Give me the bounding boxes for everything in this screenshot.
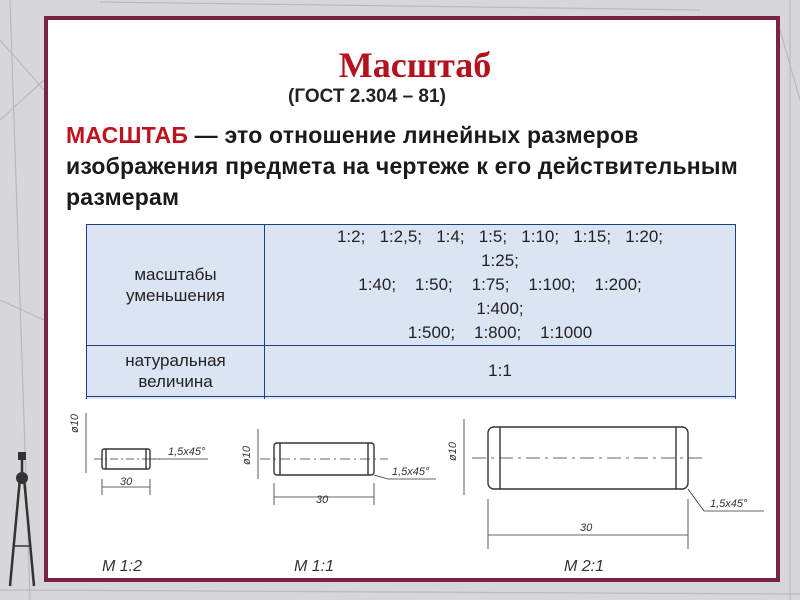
scale-caption: М 2:1 bbox=[564, 558, 605, 575]
scale-line: 1:400; bbox=[476, 299, 524, 318]
length-label: 30 bbox=[120, 476, 133, 488]
scale-line: 1:500; 1:800; 1:1000 bbox=[407, 323, 593, 342]
definition-text bbox=[66, 120, 746, 213]
dia-label: ø10 bbox=[69, 414, 81, 433]
chamfer-label: 1,5х45° bbox=[710, 498, 748, 510]
table-row bbox=[87, 346, 736, 397]
definition-body: — это отношение линейных размеров изображения предмета на чертеже к его действительным размерам bbox=[66, 122, 738, 210]
page-title: Масштаб bbox=[338, 45, 492, 85]
drawings-panel bbox=[64, 399, 776, 577]
dia-label: ø10 bbox=[447, 442, 459, 461]
scale-line: 1:25; bbox=[481, 251, 519, 270]
scales-table bbox=[86, 224, 736, 414]
scale-drawings bbox=[64, 399, 776, 577]
compass-icon bbox=[4, 450, 40, 590]
natural-scale-cell: 1:1 bbox=[265, 346, 736, 397]
dia-label: ø10 bbox=[241, 446, 253, 465]
row-label-reduction: масштабы уменьшения bbox=[87, 225, 265, 346]
table-row bbox=[87, 225, 736, 346]
scale-caption: М 1:1 bbox=[294, 558, 335, 575]
reduction-scales-cell bbox=[265, 225, 736, 346]
row-label-natural: натуральная величина bbox=[87, 346, 265, 397]
scale-caption: М 1:2 bbox=[102, 558, 143, 575]
definition-term: МАСШТАБ bbox=[66, 122, 189, 148]
length-label: 30 bbox=[316, 494, 329, 506]
scale-line: 1:40; 1:50; 1:75; 1:100; 1:200; bbox=[358, 275, 642, 294]
length-label: 30 bbox=[580, 522, 593, 534]
chamfer-label: 1,5х45° bbox=[168, 446, 206, 458]
scale-line: 1:2; 1:2,5; 1:4; 1:5; 1:10; 1:15; 1:20; bbox=[336, 227, 664, 246]
pin-drawing-large bbox=[464, 419, 764, 549]
standard-reference: (ГОСТ 2.304 – 81) bbox=[288, 86, 446, 107]
chamfer-label: 1,5х45° bbox=[392, 466, 430, 478]
